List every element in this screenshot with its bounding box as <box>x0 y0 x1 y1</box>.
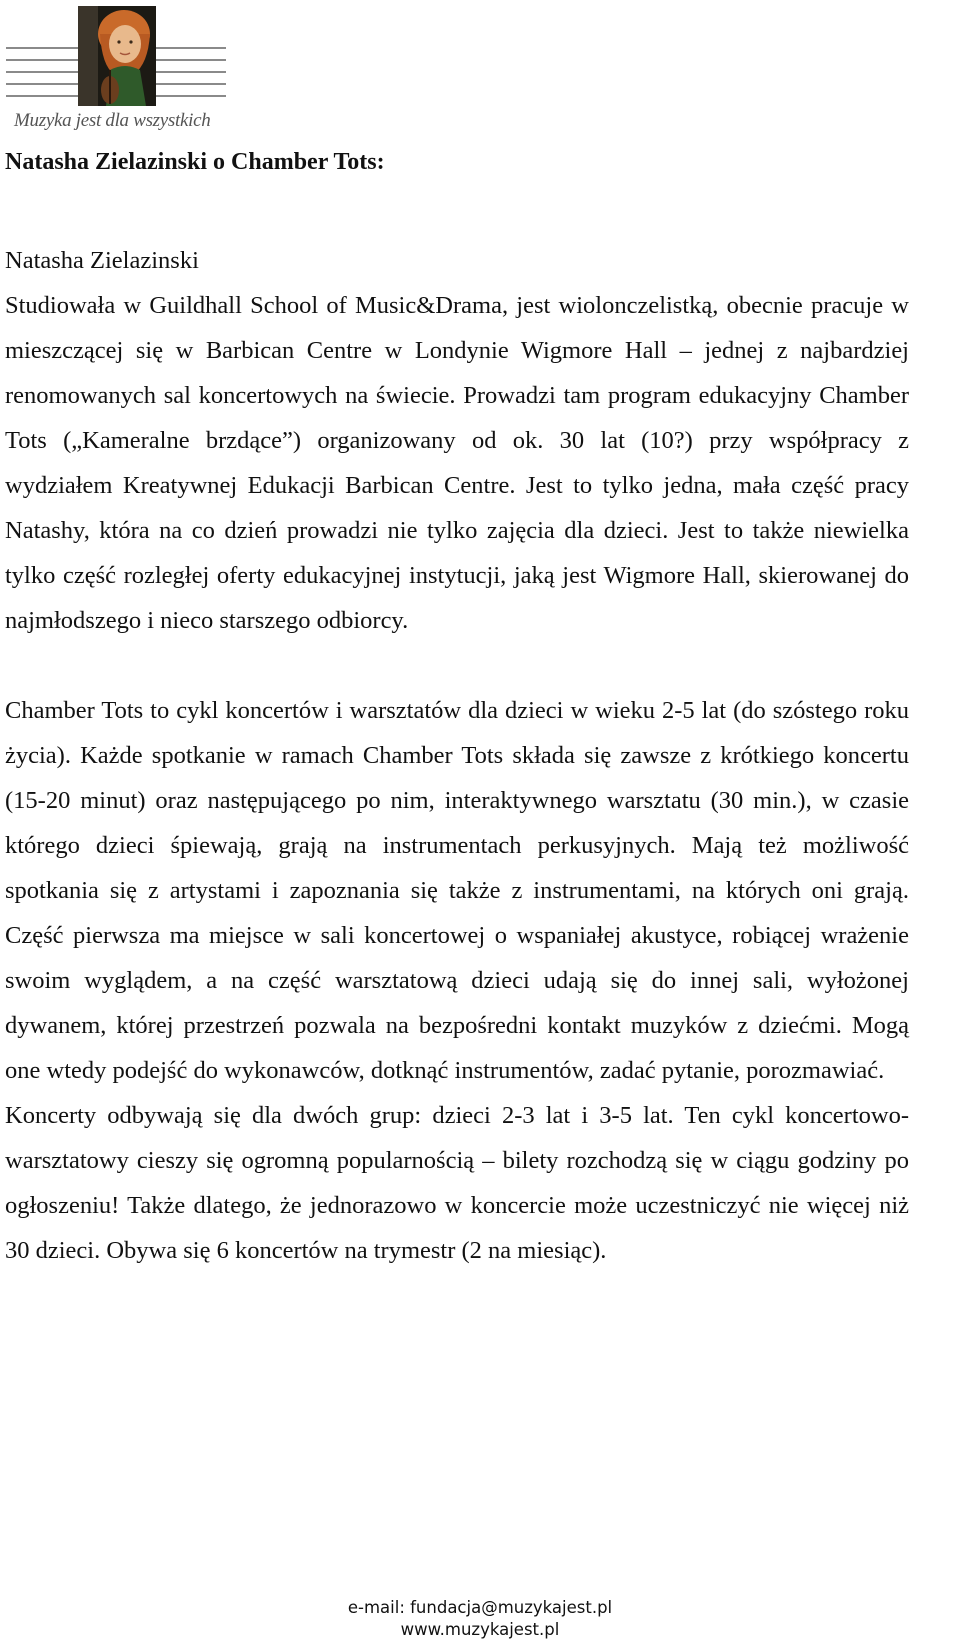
foundation-logo <box>6 4 234 130</box>
footer-website: www.muzykajest.pl <box>400 1620 560 1639</box>
logo-caption: Muzyka jest dla wszystkich <box>14 110 211 131</box>
footer-email: e-mail: fundacja@muzykajest.pl <box>347 1598 613 1617</box>
document-heading: Natasha Zielazinski o Chamber Tots: <box>5 149 385 175</box>
document-body <box>5 148 909 1273</box>
paragraph-spacer <box>5 643 909 688</box>
person-name: Natasha Zielazinski <box>5 247 199 274</box>
paragraph-program-description: Chamber Tots to cykl koncertów i warsztatów dla dzieci w wieku 2-5 lat (do szóstego roku życia). Każde spotkanie w ramach Chamber Tots składa się zawsze z krótkiego koncertu (15-20 minut) oraz następującego po nim, interaktywnego warsztatu (30 min.), w czasie którego dzieci śpiewają, grają na instrumentach perkusyjnych. Mają też możliwość spotkania się z artystami i zapoznania się także z instrumentami, na których oni grają. Część pierwsza ma miejsce w sali koncertowej o wspaniałej akustyce, robiącej wrażenie swoim wyglądem, a na część warsztatową dzieci udają się do innej sali, wyłożonej dywanem, której przestrzeń pozwala na bezpośredni kontakt muzyków z dziećmi. Mogą one wtedy podejść do wykonawców, dotknąć instrumentów, zadać pytanie, porozmawiać. <box>5 697 909 1084</box>
paragraph-concert-groups: Koncerty odbywają się dla dwóch grup: dzieci 2-3 lat i 3-5 lat. Ten cykl koncertowo-warsztatowy cieszy się ogromną popularnością – bilety rozchodzą się w ciągu godziny po ogłoszeniu! Także dlatego, że jednorazowo w koncercie może uczestniczyć nie więcej niż 30 dzieci. Obywa się 6 koncertów na trymestr (2 na miesiąc). <box>5 1102 909 1264</box>
paragraph-biography: Studiowała w Guildhall School of Music&Drama, jest wiolonczelistką, obecnie pracuje w mieszczącej się w Barbican Centre w Londynie Wigmore Hall – jednej z najbardziej renomowanych sal koncertowych na świecie. Prowadzi tam program edukacyjny Chamber Tots („Kameralne brzdące”) organizowany od ok. 30 lat (10?) przy współpracy z wydziałem Kreatywnej Edukacji Barbican Centre. Jest to tylko jedna, mała część pracy Natashy, która na co dzień prowadzi nie tylko zajęcia dla dzieci. Jest to także niewielka tylko część rozległej oferty edukacyjnej instytucji, jaką jest Wigmore Hall, skierowanej do najmłodszego i nieco starszego odbiorcy. <box>5 292 909 634</box>
logo-illustration-icon <box>6 4 234 108</box>
heading-spacer <box>5 176 909 238</box>
